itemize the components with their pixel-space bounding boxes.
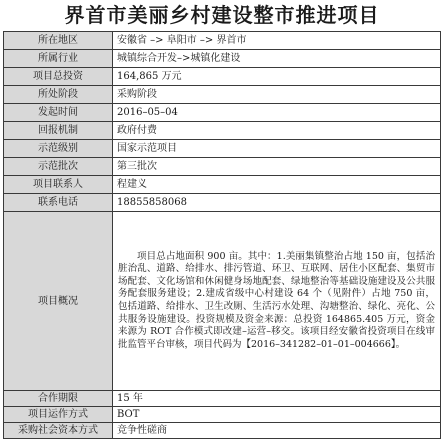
demo-batch-label: 示范批次 [4, 158, 113, 176]
demo-batch-value: 第三批次 [113, 158, 441, 176]
cooperation-term-value: 15 年 [113, 391, 441, 407]
row-demo-batch [4, 158, 441, 176]
row-operation-mode [4, 407, 441, 423]
row-contact-person [4, 176, 441, 194]
procurement-method-label: 采购社会资本方式 [4, 423, 113, 439]
row-industry [4, 50, 441, 68]
region-value: 安徽省 –> 阜阳市 –> 界首市 [113, 32, 441, 50]
contact-person-value: 程建义 [113, 176, 441, 194]
row-return-mechanism [4, 122, 441, 140]
return-mechanism-label: 回报机制 [4, 122, 113, 140]
contact-phone-value: 18855858068 [113, 194, 441, 212]
stage-label: 所处阶段 [4, 86, 113, 104]
overview-text: 项目总占地面积 900 亩。其中：1.美丽集镇整治占地 150 亩，包括治脏治乱、道路、给排水、排污管道、环卫、互联网、居住小区配套、集贸市场配套、文化场馆和休闲健身场地配套、绿地整治等基础设施建设及公共服务配套服务建设；2.建成省级中心村建设 64 个（见附件）占地 750 亩，包括道路、给排水、卫生改厕、生活污水处理、沟塘整治、绿化、亮化、公共服务设施建设。投资规模及资金来源：总投资 164865.405 万元，资金来源为 ROT 合作模式即改建–运营–移交。该项目经安徽省投资项目在线审批监管平台审核，项目代码为【2016–341282–01–01–004666】。 [113, 212, 441, 391]
operation-mode-label: 项目运作方式 [4, 407, 113, 423]
row-procurement-method [4, 423, 441, 439]
region-label: 所在地区 [4, 32, 113, 50]
project-info-table [3, 31, 441, 439]
demo-level-label: 示范级别 [4, 140, 113, 158]
row-region [4, 32, 441, 50]
procurement-method-value: 竞争性磋商 [113, 423, 441, 439]
cooperation-term-label: 合作期限 [4, 391, 113, 407]
industry-value: 城镇综合开发–>城镇化建设 [113, 50, 441, 68]
row-start-date [4, 104, 441, 122]
start-date-value: 2016–05–04 [113, 104, 441, 122]
contact-person-label: 项目联系人 [4, 176, 113, 194]
operation-mode-value: BOT [113, 407, 441, 423]
row-overview [4, 212, 441, 391]
row-demo-level [4, 140, 441, 158]
return-mechanism-value: 政府付费 [113, 122, 441, 140]
total-investment-value: 164,865 万元 [113, 68, 441, 86]
stage-value: 采购阶段 [113, 86, 441, 104]
row-total-investment [4, 68, 441, 86]
total-investment-label: 项目总投资 [4, 68, 113, 86]
contact-phone-label: 联系电话 [4, 194, 113, 212]
row-stage [4, 86, 441, 104]
row-cooperation-term [4, 391, 441, 407]
demo-level-value: 国家示范项目 [113, 140, 441, 158]
industry-label: 所属行业 [4, 50, 113, 68]
row-contact-phone [4, 194, 441, 212]
start-date-label: 发起时间 [4, 104, 113, 122]
page-title: 界首市美丽乡村建设整市推进项目 [64, 3, 380, 27]
overview-label: 项目概况 [4, 212, 113, 391]
